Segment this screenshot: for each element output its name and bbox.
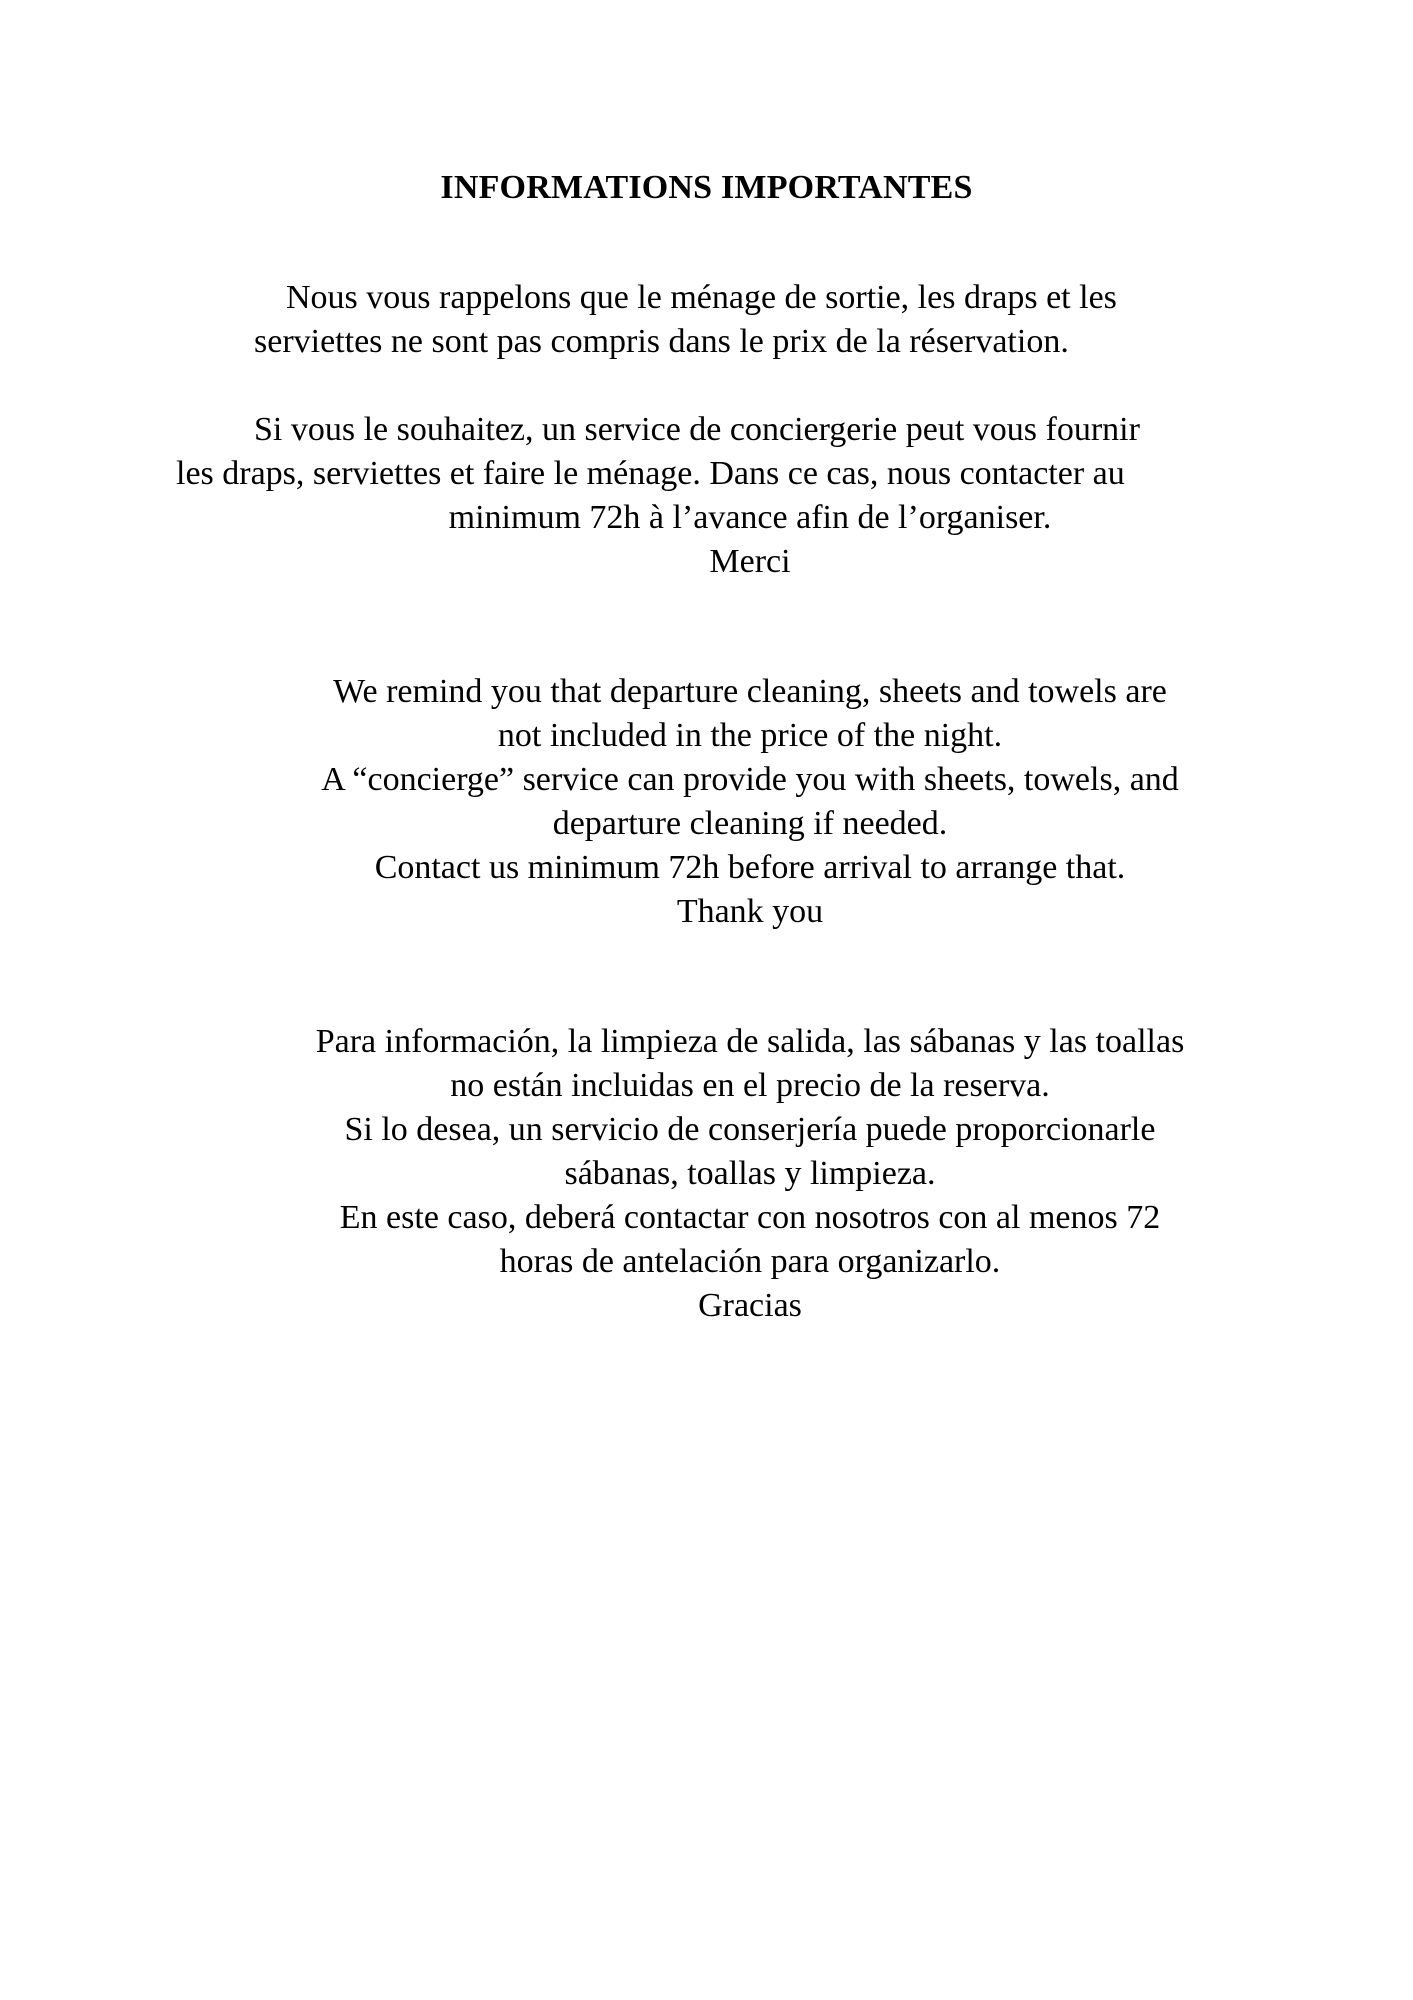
english-line-1: We remind you that departure cleaning, sheets and towels are [333,673,1167,710]
spanish-line-2: no están incluidas en el precio de la reserva. [450,1067,1050,1104]
french-paragraph-2-line-2: les draps, serviettes et faire le ménage. Dans ce cas, nous contacter au [176,455,1125,492]
page-title: INFORMATIONS IMPORTANTES [440,169,973,206]
spanish-line-6: horas de antelación para organizarlo. [499,1243,1001,1280]
english-thanks: Thank you [676,893,824,930]
spanish-thanks: Gracias [698,1287,802,1324]
french-paragraph-2-line-1: Si vous le souhaitez, un service de conciergerie peut vous fournir [254,411,1140,448]
spanish-line-1: Para información, la limpieza de salida, las sábanas y las toallas [315,1023,1185,1060]
french-paragraph-1-line-2: serviettes ne sont pas compris dans le prix de la réservation. [254,323,1069,360]
english-line-2: not included in the price of the night. [497,717,1003,754]
english-line-3: A “concierge” service can provide you with sheets, towels, and [321,761,1179,798]
english-line-5: Contact us minimum 72h before arrival to arrange that. [374,849,1126,886]
french-paragraph-1-line-1: Nous vous rappelons que le ménage de sortie, les draps et les [286,279,1117,316]
spanish-line-3: Si lo desea, un servicio de conserjería puede proporcionarle [344,1111,1156,1148]
spanish-line-4: sábanas, toallas y limpieza. [564,1155,936,1192]
english-line-4: departure cleaning if needed. [552,805,948,842]
spanish-line-5: En este caso, deberá contactar con nosotros con al menos 72 [339,1199,1161,1236]
french-thanks: Merci [709,543,791,580]
french-paragraph-2-line-3: minimum 72h à l’avance afin de l’organiser. [448,499,1052,536]
